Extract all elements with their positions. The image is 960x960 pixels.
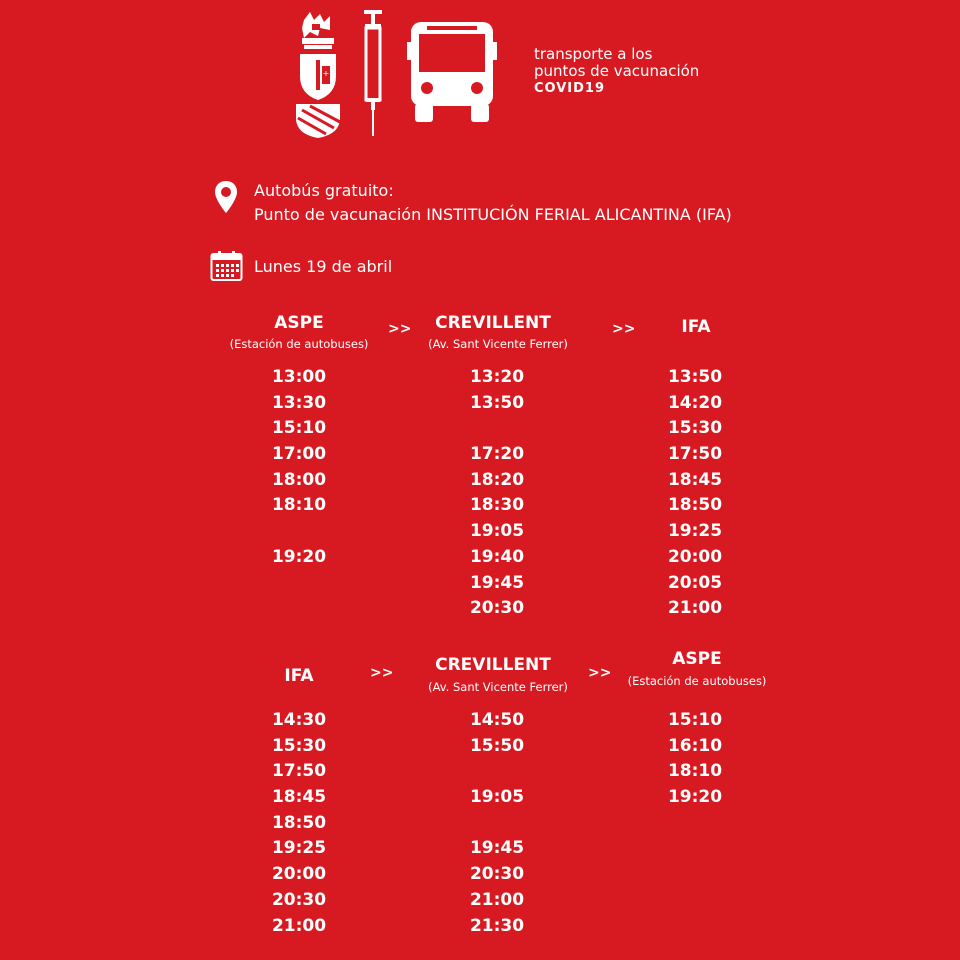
time-cell bbox=[655, 862, 735, 888]
time-cell bbox=[457, 759, 537, 785]
time-cell: 14:20 bbox=[667, 392, 723, 413]
time-cell: 18:30 bbox=[469, 495, 525, 516]
calendar-icon bbox=[210, 250, 243, 282]
time-cell: 21:00 bbox=[271, 915, 327, 936]
time-cell: 18:20 bbox=[469, 469, 525, 490]
time-cell bbox=[259, 519, 339, 545]
time-cell: 19:05 bbox=[469, 521, 525, 542]
times-column bbox=[457, 365, 537, 622]
time-cell: 17:50 bbox=[271, 761, 327, 782]
time-cell: 13:00 bbox=[271, 367, 327, 387]
stop-name: ASPE bbox=[274, 313, 324, 333]
time-cell: 15:10 bbox=[271, 418, 327, 439]
time-cell: 19:45 bbox=[469, 838, 525, 859]
times-column bbox=[259, 708, 339, 939]
time-cell: 20:30 bbox=[469, 598, 525, 619]
time-cell: 17:50 bbox=[667, 444, 723, 465]
arrow: >> bbox=[388, 321, 412, 337]
time-cell: 15:30 bbox=[667, 418, 723, 439]
time-cell: 15:30 bbox=[271, 735, 327, 756]
time-cell: 18:45 bbox=[667, 469, 723, 490]
time-cell: 14:50 bbox=[469, 710, 525, 730]
time-cell: 15:50 bbox=[469, 735, 525, 756]
time-cell bbox=[655, 811, 735, 837]
time-cell: 13:20 bbox=[469, 367, 525, 387]
time-cell: 13:50 bbox=[469, 392, 525, 413]
time-cell: 15:10 bbox=[667, 710, 723, 730]
stop-name: CREVILLENT bbox=[435, 655, 551, 675]
arrow: >> bbox=[370, 665, 394, 681]
info-title: Autobús gratuito: bbox=[254, 181, 394, 200]
time-cell: 20:05 bbox=[667, 572, 723, 593]
time-cell: 18:10 bbox=[271, 495, 327, 516]
arrow: >> bbox=[612, 321, 636, 337]
time-cell: 18:45 bbox=[271, 787, 327, 808]
time-cell bbox=[259, 596, 339, 622]
time-cell: 13:50 bbox=[667, 367, 723, 387]
time-cell: 20:30 bbox=[271, 889, 327, 910]
time-cell bbox=[259, 571, 339, 597]
time-cell: 16:10 bbox=[667, 735, 723, 756]
time-cell: 18:10 bbox=[667, 761, 723, 782]
syringe-icon bbox=[360, 8, 386, 136]
stop-sub: (Estación de autobuses) bbox=[229, 337, 369, 351]
time-cell: 20:00 bbox=[271, 864, 327, 885]
time-cell: 14:30 bbox=[271, 710, 327, 730]
time-cell: 20:30 bbox=[469, 864, 525, 885]
time-cell bbox=[457, 416, 537, 442]
time-cell: 20:00 bbox=[667, 546, 723, 567]
header-text bbox=[534, 46, 699, 97]
svg-text:+: + bbox=[322, 69, 330, 78]
info-date: Lunes 19 de abril bbox=[254, 257, 393, 276]
time-cell: 17:20 bbox=[469, 444, 525, 465]
stop-name: CREVILLENT bbox=[435, 313, 551, 333]
time-cell: 17:00 bbox=[271, 444, 327, 465]
generalitat-coat-of-arms-logo bbox=[290, 10, 352, 138]
time-cell: 19:45 bbox=[469, 572, 525, 593]
time-cell: 19:40 bbox=[469, 546, 525, 567]
stop-name: IFA bbox=[284, 666, 314, 686]
time-cell: 18:50 bbox=[271, 812, 327, 833]
header-line2: puntos de vacunación bbox=[534, 62, 700, 80]
time-cell: 19:25 bbox=[667, 521, 723, 542]
time-cell: 18:50 bbox=[667, 495, 723, 516]
time-cell: 21:30 bbox=[469, 915, 525, 936]
times-column bbox=[655, 708, 735, 939]
times-column bbox=[457, 708, 537, 939]
stop-sub: (Av. Sant Vicente Ferrer) bbox=[428, 337, 568, 351]
info-destination: Punto de vacunación INSTITUCIÓN FERIAL ALICANTINA (IFA) bbox=[254, 205, 732, 224]
time-cell bbox=[655, 836, 735, 862]
header-line3: COVID19 bbox=[534, 81, 606, 96]
time-cell: 21:00 bbox=[667, 598, 723, 619]
time-cell: 19:05 bbox=[469, 787, 525, 808]
bus-icon bbox=[407, 20, 497, 124]
time-cell: 18:00 bbox=[271, 469, 327, 490]
time-cell: 19:20 bbox=[271, 546, 327, 567]
times-column bbox=[655, 365, 735, 622]
stop-sub: (Av. Sant Vicente Ferrer) bbox=[428, 680, 568, 694]
stop-sub: (Estación de autobuses) bbox=[627, 674, 767, 688]
time-cell bbox=[655, 914, 735, 940]
stop-name: ASPE bbox=[672, 649, 722, 669]
time-cell: 19:20 bbox=[667, 787, 723, 808]
times-column bbox=[259, 365, 339, 622]
time-cell bbox=[457, 811, 537, 837]
time-cell: 13:30 bbox=[271, 392, 327, 413]
time-cell: 19:25 bbox=[271, 838, 327, 859]
stop-name: IFA bbox=[681, 317, 711, 337]
time-cell bbox=[655, 888, 735, 914]
header-line1: transporte a los bbox=[534, 45, 653, 63]
time-cell: 21:00 bbox=[469, 889, 525, 910]
arrow: >> bbox=[588, 665, 612, 681]
location-pin-icon bbox=[214, 180, 238, 214]
